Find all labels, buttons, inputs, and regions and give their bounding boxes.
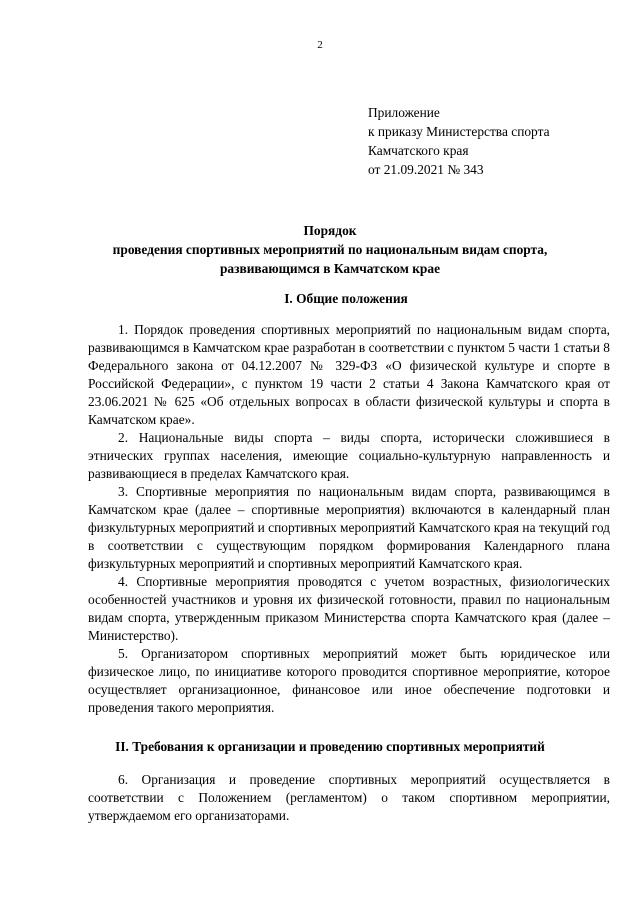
appendix-line: Приложение <box>368 105 440 120</box>
document-title <box>60 221 600 278</box>
page-number: 2 <box>317 39 323 51</box>
appendix-line: Камчатского края <box>368 143 469 158</box>
paragraph: 5. Организатором спортивных мероприятий может быть юридическое или физическое лицо, по инициативе которого проводится спортивное мероприятие, которое осуществляет организационное, финансовое или иное обеспечение подготовки и проведения такого мероприятия. <box>88 646 610 715</box>
paragraph: 1. Порядок проведения спортивных мероприятий по национальным видам спорта, развивающимся в Камчатском крае разработан в соответствии с пунктом 5 части 1 статьи 8 Федерального закона от 04.12.2007 № 329-ФЗ «О физической культуре и спорте в Российской Федерации», с пунктом 19 части 2 статьи 4 Закона Камчатского края от 23.06.2021 № 625 «Об отдельных вопросах в области физической культуры и спорта в Камчатском крае». <box>88 322 610 427</box>
appendix-line: к приказу Министерства спорта <box>368 124 550 139</box>
section-heading-general: I. Общие положения <box>284 291 408 306</box>
title-line: Порядок <box>303 223 357 238</box>
paragraph: 3. Спортивные мероприятия по национальным видам спорта, развивающимся в Камчатском крае (далее – спортивные мероприятия) включаются в календарный план физкультурных мероприятий и спортивных мероприятий Камчатского края на текущий год в соответствии с существующим порядком формирования Календарного плана физкультурных мероприятий и спортивных мероприятий Камчатского края. <box>88 484 610 571</box>
paragraph: 6. Организация и проведение спортивных мероприятий осуществляется в соответствии с Положением (регламентом) о таком спортивном мероприятии, утверждаемом его организаторами. <box>88 772 610 823</box>
title-line: проведения спортивных мероприятий по национальным видам спорта, <box>112 242 548 257</box>
paragraph: 4. Спортивные мероприятия проводятся с учетом возрастных, физиологических особенностей участников и уровня их физической готовности, правил по национальным видам спорта, утвержденным приказом Министерства спорта Камчатского края (далее – Министерство). <box>88 574 610 643</box>
section-heading-requirements: II. Требования к организации и проведению спортивных мероприятий <box>115 739 545 754</box>
title-line: развивающимся в Камчатском крае <box>219 261 441 276</box>
section-body-requirements <box>88 771 610 825</box>
section-body-general <box>88 321 610 717</box>
paragraph: 2. Национальные виды спорта – виды спорта, исторически сложившиеся в этнических группах населения, имеющие социально-культурную направленность и развивающиеся в пределах Камчатского края. <box>88 430 610 481</box>
appendix-note <box>368 103 550 179</box>
appendix-date-line: от 21.09.2021 № 343 <box>368 162 484 177</box>
